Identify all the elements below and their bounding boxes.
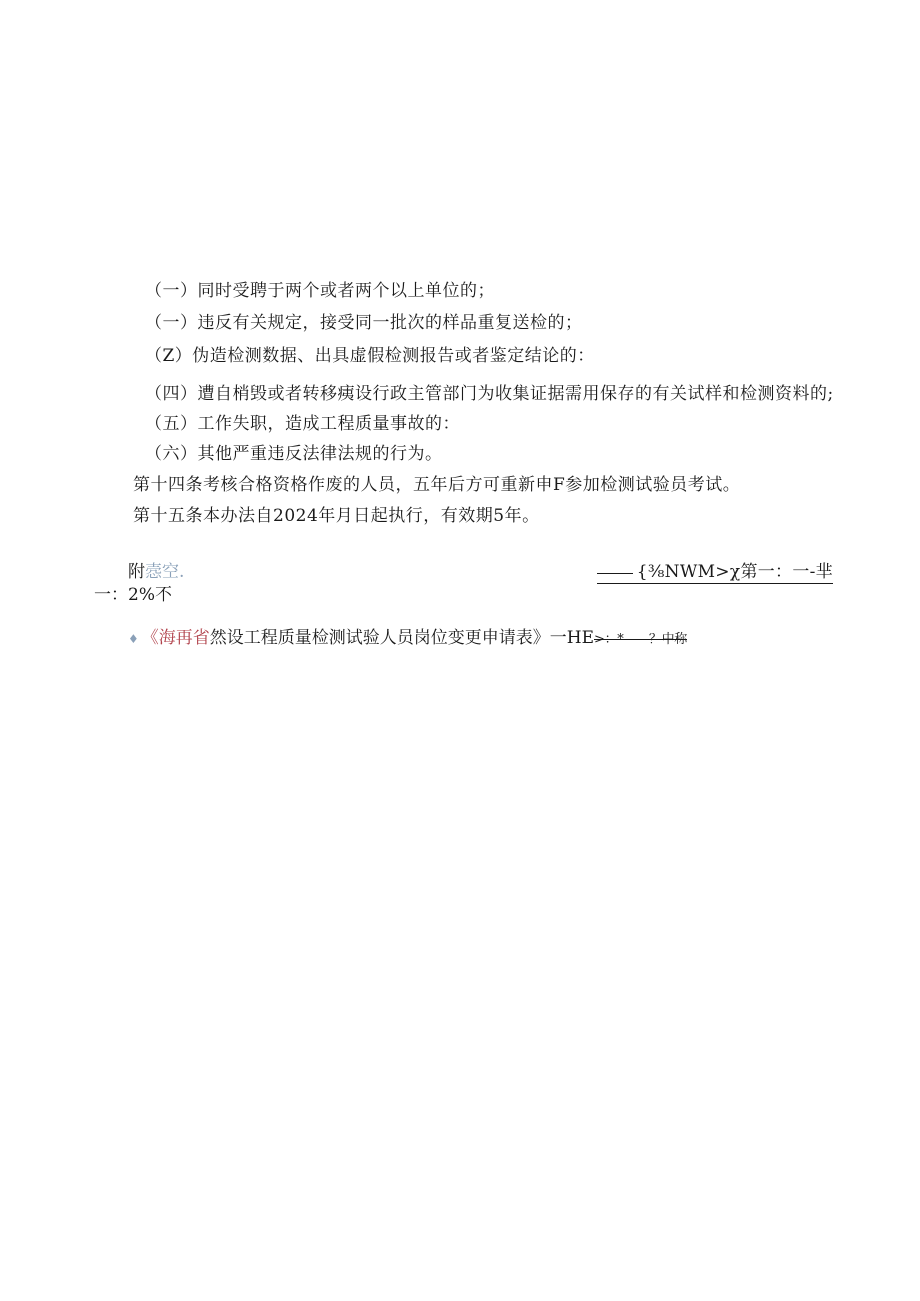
attachment-right-text: {⅜NWM>χ第一：一-芈 [597, 561, 833, 584]
attachment-continuation: 一：2%不 [94, 585, 172, 605]
clause-2: （一）违反有关规定，接受同一批次的样品重复送检的； [145, 313, 583, 333]
diamond-bullet-icon: ♦ [128, 631, 139, 646]
attachment-garbled-text: 悫空. [145, 562, 185, 582]
clause-4: （四）遭自梢毁或者转移痍设行政主管部门为收集证据需用保存的有关试样和检测资料的; [145, 384, 834, 404]
form-title-main: 然设工程质量检测试验人员岗位变更申请表》一HE [209, 628, 594, 648]
article-14: 第十四条考核合格资格作废的人员，五年后方可重新申F参加检测试验员考试。 [133, 475, 741, 495]
form-title-tail: >：*——？中称 [594, 632, 687, 647]
attachment-row [128, 561, 833, 587]
attachment-form-line [128, 627, 687, 651]
clause-3: （Z）伪造检测数据、出具虚假检测报告或者鉴定结论的： [145, 346, 595, 366]
clause-1: （一）同时受聘于两个或者两个以上单位的； [145, 281, 495, 301]
attachment-label: 附 [128, 562, 145, 582]
form-title-red: 《海再省 [141, 628, 210, 648]
clause-6: （六）其他严重违反法律法规的行为。 [145, 444, 443, 464]
clause-5: （五）工作失职，造成工程质量事故的： [145, 414, 460, 434]
article-15: 第十五条本办法自2024年月日起执行，有效期5年。 [133, 506, 540, 526]
